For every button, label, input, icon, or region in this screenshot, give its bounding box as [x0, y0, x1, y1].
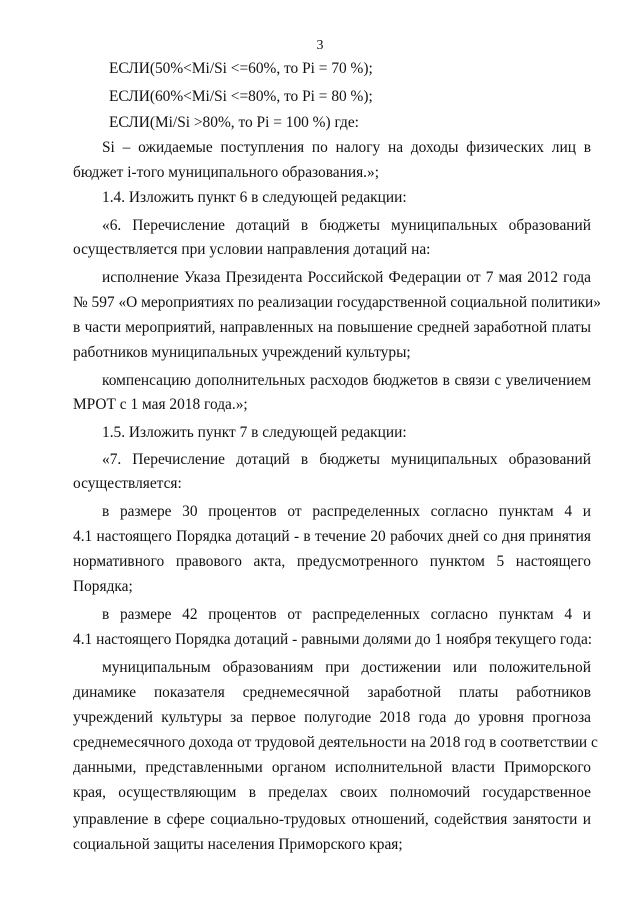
- text-line: Порядка;: [73, 578, 133, 595]
- text-line: бюджет i-того муниципального образования.»;: [73, 164, 379, 181]
- text-line: «7. Перечисление дотаций в бюджеты муниципальных образований: [102, 451, 591, 468]
- text-line: учреждений культуры за первое полугодие 2018 года до уровня прогноза: [73, 709, 591, 726]
- text-line: осуществляется при условии направления дотаций на:: [73, 241, 431, 258]
- text-line: края, осуществляющим в пределах своих полномочий государственное: [73, 784, 591, 801]
- text-line: «6. Перечисление дотаций в бюджеты муниципальных образований: [102, 217, 591, 234]
- text-line: муниципальным образованиям при достижении или положительной: [102, 659, 591, 676]
- text-line: данными, представленными органом исполнительной власти Приморского: [73, 759, 591, 776]
- text-line: компенсацию дополнительных расходов бюджетов в связи с увеличением: [102, 372, 591, 389]
- text-line: работников муниципальных учреждений культуры;: [73, 344, 411, 361]
- text-line: среднемесячного дохода от трудовой деятельности на 2018 год в соответствии с: [73, 734, 598, 751]
- page-number: 3: [316, 38, 324, 53]
- text-line: 4.1 настоящего Порядка дотаций - равными долями до 1 ноября текущего года:: [73, 631, 593, 648]
- text-line: динамике показателя среднемесячной заработной платы работников: [73, 684, 591, 701]
- text-line: в размере 42 процентов от распределенных согласно пунктам 4 и: [102, 606, 591, 623]
- section-heading-1-5: 1.5. Изложить пункт 7 в следующей редакции:: [102, 424, 407, 441]
- text-line: осуществляется:: [73, 475, 182, 492]
- text-line: № 597 «О мероприятиях по реализации государственной социальной политики»: [73, 294, 601, 311]
- text-line: социальной защиты населения Приморского края;: [73, 836, 403, 853]
- text-line: в части мероприятий, направленных на повышение средней заработной платы: [73, 319, 591, 336]
- formula-line-2: ЕСЛИ(60%<Mi/Si <=80%, то Pi = 80 %);: [109, 88, 373, 105]
- text-line: МРОТ с 1 мая 2018 года.»;: [73, 396, 248, 413]
- formula-line-1: ЕСЛИ(50%<Mi/Si <=60%, то Pi = 70 %);: [109, 60, 373, 77]
- text-line: 4.1 настоящего Порядка дотаций - в течение 20 рабочих дней со дня принятия: [73, 528, 591, 545]
- text-line: нормативного правового акта, предусмотренного пунктом 5 настоящего: [73, 553, 591, 570]
- section-heading-1-4: 1.4. Изложить пункт 6 в следующей редакции:: [102, 189, 407, 206]
- text-line: Si – ожидаемые поступления по налогу на доходы физических лиц в: [102, 139, 591, 156]
- formula-line-3: ЕСЛИ(Mi/Si >80%, то Pi = 100 %) где:: [109, 114, 359, 131]
- text-line: исполнение Указа Президента Российской Федерации от 7 мая 2012 года: [102, 269, 591, 286]
- text-line: в размере 30 процентов от распределенных согласно пунктам 4 и: [102, 503, 591, 520]
- text-line: управление в сфере социально-трудовых отношений, содействия занятости и: [73, 811, 591, 828]
